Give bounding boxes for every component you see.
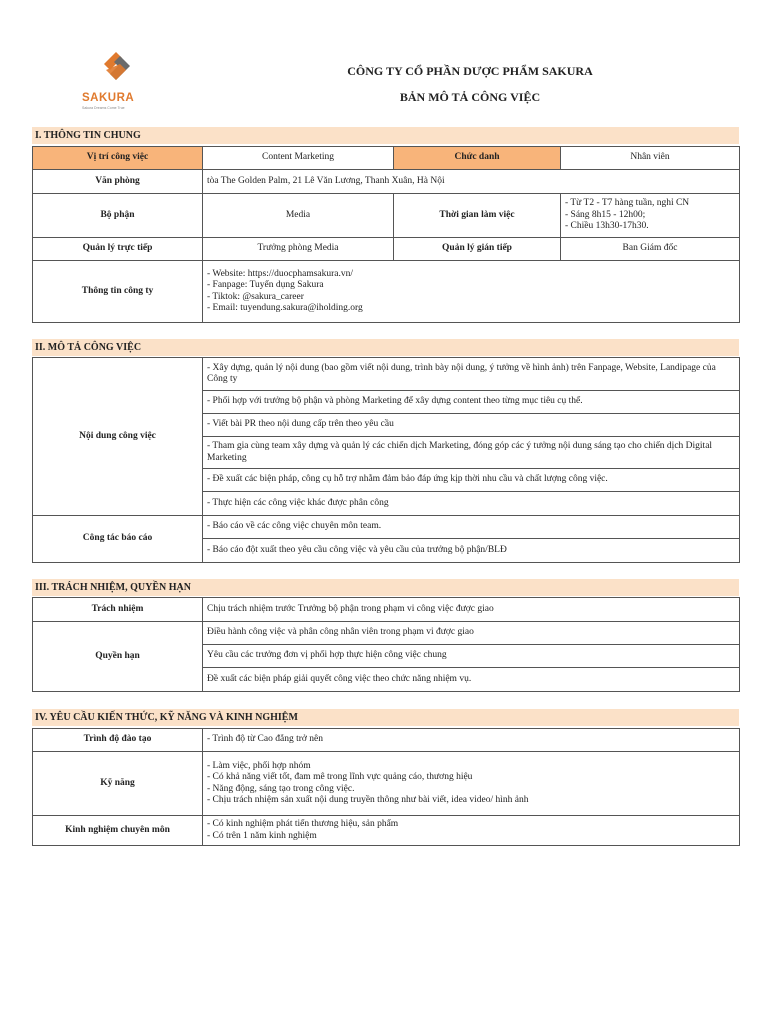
section-heading-general-info: I. THÔNG TIN CHUNG bbox=[32, 127, 739, 144]
company-info-line: - Website: https://duocphamsakura.vn/ bbox=[207, 268, 354, 279]
company-info-line: - Fanpage: Tuyển dụng Sakura bbox=[207, 280, 324, 290]
skill-line: - Năng động, sáng tạo trong công việc. bbox=[207, 783, 355, 794]
job-content-item: - Tham gia cùng team xây dựng và quản lý các chiến dịch Marketing, đóng góp các ý tưởng nội dung sáng tạo cho chiến dịch Digital Marketing bbox=[203, 437, 740, 469]
table-row bbox=[33, 261, 740, 323]
table-row bbox=[33, 147, 740, 170]
responsibility-value: Chịu trách nhiệm trước Trưởng bộ phận trong phạm vi công việc được giao bbox=[203, 598, 740, 622]
company-info-line: - Email: tuyendung.sakura@iholding.org bbox=[207, 303, 363, 313]
requirements-table bbox=[32, 728, 740, 846]
responsibilities-table bbox=[32, 597, 740, 692]
department-label: Bộ phận bbox=[33, 194, 203, 238]
education-value: - Trình độ từ Cao đẳng trở nên bbox=[203, 729, 740, 752]
direct-manager-value: Trưởng phòng Media bbox=[203, 238, 394, 261]
table-row bbox=[33, 238, 740, 261]
skill-line: - Chịu trách nhiệm sản xuất nội dung truyền thông như bài viết, idea video/ hình ảnh bbox=[207, 795, 529, 805]
indirect-manager-value: Ban Giám đốc bbox=[561, 238, 740, 261]
job-title-value: Nhân viên bbox=[561, 147, 740, 170]
indirect-manager-label: Quản lý gián tiếp bbox=[394, 238, 561, 261]
table-row bbox=[33, 622, 740, 645]
office-value: tòa The Golden Palm, 21 Lê Văn Lương, Thanh Xuân, Hà Nội bbox=[203, 170, 740, 194]
position-label: Vị trí công việc bbox=[33, 147, 203, 170]
skills-value bbox=[203, 752, 740, 816]
experience-line: - Có trên 1 năm kinh nghiệm bbox=[207, 830, 317, 841]
section-heading-requirements: IV. YÊU CẦU KIẾN THỨC, KỸ NĂNG VÀ KINH NGHIỆM bbox=[32, 709, 739, 726]
skills-label: Kỹ năng bbox=[33, 752, 203, 816]
document-title: BẢN MÔ TẢ CÔNG VIỆC bbox=[399, 90, 541, 104]
table-row bbox=[33, 598, 740, 622]
company-info-label: Thông tin công ty bbox=[33, 261, 203, 323]
working-hours-line: - Chiều 13h30-17h30. bbox=[565, 221, 649, 232]
authority-label: Quyền hạn bbox=[33, 622, 203, 692]
table-row bbox=[33, 729, 740, 752]
experience-value bbox=[203, 816, 740, 846]
responsibility-label: Trách nhiệm bbox=[33, 598, 203, 622]
job-content-item: - Viết bài PR theo nội dung cấp trên theo yêu cầu bbox=[203, 414, 740, 437]
reporting-label: Công tác báo cáo bbox=[33, 516, 203, 563]
company-name: CÔNG TY CỔ PHẦN DƯỢC PHẨM SAKURA bbox=[347, 64, 593, 78]
table-row bbox=[33, 752, 740, 816]
working-hours-line: - Sáng 8h15 - 12h00; bbox=[565, 209, 646, 220]
skill-line: - Làm việc, phối hợp nhóm bbox=[207, 760, 311, 771]
authority-item: Yêu cầu các trưởng đơn vị phối hợp thực hiện công việc chung bbox=[203, 645, 740, 668]
office-label: Văn phòng bbox=[33, 170, 203, 194]
experience-label: Kinh nghiệm chuyên môn bbox=[33, 816, 203, 846]
section-heading-job-description: II. MÔ TẢ CÔNG VIỆC bbox=[32, 339, 739, 356]
skill-line: - Có khả năng viết tốt, đam mê trong lĩnh vực quảng cáo, thương hiệu bbox=[207, 772, 473, 782]
logo-text: SAKURA bbox=[82, 92, 135, 104]
table-row bbox=[33, 516, 740, 539]
table-row bbox=[33, 170, 740, 194]
section-heading-responsibilities: III. TRÁCH NHIỆM, QUYỀN HẠN bbox=[32, 579, 739, 596]
reporting-item: - Báo cáo đột xuất theo yêu cầu công việc và yêu cầu của trưởng bộ phận/BLĐ bbox=[203, 539, 740, 563]
table-row bbox=[33, 194, 740, 238]
education-label: Trình độ đào tạo bbox=[33, 729, 203, 752]
job-title-label: Chức danh bbox=[394, 147, 561, 170]
company-info-value bbox=[203, 261, 740, 323]
general-info-table bbox=[32, 146, 740, 323]
working-hours-value bbox=[561, 194, 740, 238]
job-content-item: - Xây dựng, quản lý nội dung (bao gồm viết nội dung, trình bày nội dung, ý tưởng về hình ảnh) trên Fanpage, Website, Landipage của Công ty bbox=[203, 358, 740, 391]
authority-item: Đề xuất các biện pháp giải quyết công việc theo chức năng nhiệm vụ. bbox=[203, 668, 740, 692]
working-hours-line: - Từ T2 - T7 hàng tuần, nghỉ CN bbox=[565, 198, 690, 209]
job-description-table bbox=[32, 357, 740, 563]
job-content-label: Nội dung công việc bbox=[33, 358, 203, 516]
direct-manager-label: Quản lý trực tiếp bbox=[33, 238, 203, 261]
job-content-item: - Phối hợp với trưởng bộ phận và phòng Marketing để xây dựng content theo từng mục tiêu cụ thể. bbox=[203, 391, 740, 414]
department-value: Media bbox=[203, 194, 394, 238]
table-row bbox=[33, 358, 740, 391]
position-value: Content Marketing bbox=[203, 147, 394, 170]
job-content-item: - Đề xuất các biện pháp, công cụ hỗ trợ nhằm đảm bảo đáp ứng kịp thời nhu cầu và chất lượng công việc. bbox=[203, 469, 740, 492]
logo-tagline: Sakura Dreams Come True bbox=[82, 106, 125, 110]
job-content-item: - Thực hiện các công việc khác được phân công bbox=[203, 492, 740, 516]
company-info-line: - Tiktok: @sakura_career bbox=[207, 291, 304, 302]
authority-item: Điều hành công việc và phân công nhân viên trong phạm vi được giao bbox=[203, 622, 740, 645]
experience-line: - Có kinh nghiệm phát tiển thương hiệu, sản phẩm bbox=[207, 819, 399, 829]
reporting-item: - Báo cáo về các công việc chuyên môn team. bbox=[203, 516, 740, 539]
table-row bbox=[33, 816, 740, 846]
working-hours-label: Thời gian làm việc bbox=[394, 194, 561, 238]
